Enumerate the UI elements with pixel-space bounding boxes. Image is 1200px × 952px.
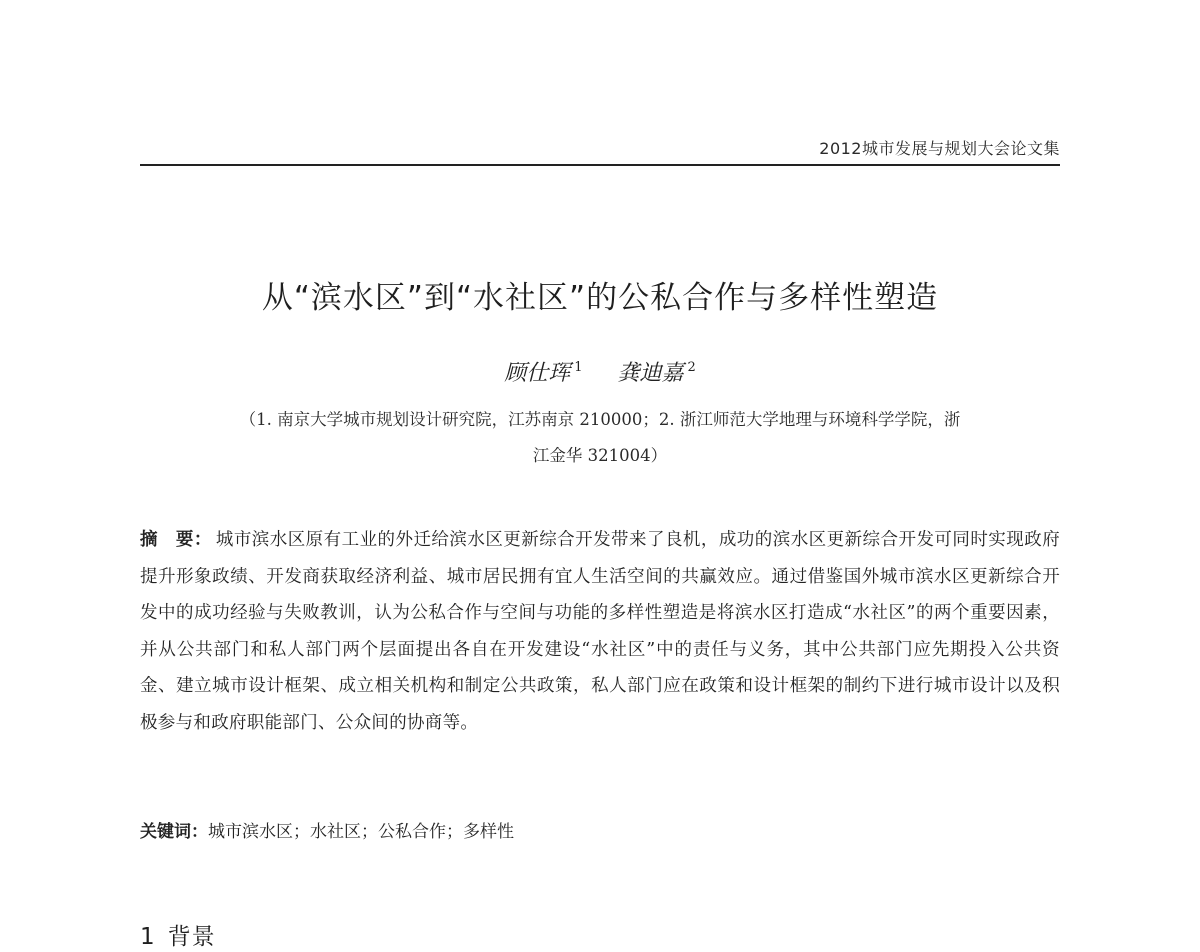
abstract [140,522,1060,741]
section-title: 背景 [167,924,216,950]
abstract-label: 摘 要： [140,530,212,550]
author-affiliation-mark: 1 [574,360,583,375]
author-name: 龚迪嘉 [617,361,684,386]
author-2 [618,361,696,386]
affiliations [140,402,1060,474]
author-1 [504,361,582,386]
section-number: 1 [140,924,156,950]
affiliation-line: （1. 南京大学城市规划设计研究院，江苏南京 210000；2. 浙江师范大学地理与环境科学学院，浙 [239,410,961,429]
author-name: 顾仕珲 [504,361,571,386]
keywords-label: 关键词： [140,822,208,842]
header-rule [140,164,1060,166]
section-heading [140,918,216,951]
author-list [140,356,1060,387]
running-header: 2012城市发展与规划大会论文集 [819,139,1060,158]
abstract-text: 城市滨水区原有工业的外迁给滨水区更新综合开发带来了良机，成功的滨水区更新综合开发可同时实现政府提升形象政绩、开发商获取经济利益、城市居民拥有宜人生活空间的共赢效应。通过借鉴国外城市滨水区更新综合开发中的成功经验与失败教训，认为公私合作与空间与功能的多样性塑造是将滨水区打造成“水社区”的两个重要因素，并从公共部门和私人部门两个层面提出各自在开发建设“水社区”中的责任与义务，其中公共部门应先期投入公共资金、建立城市设计框架、成立相关机构和制定公共政策，私人部门应在政策和设计框架的制约下进行城市设计以及积极参与和政府职能部门、公众间的协商等。 [140,530,1060,733]
paper-title: 从“滨水区”到“水社区”的公私合作与多样性塑造 [261,280,939,316]
affiliation-line: 江金华 321004） [532,446,668,465]
author-affiliation-mark: 2 [687,360,696,375]
keywords-text: 城市滨水区；水社区；公私合作；多样性 [208,822,514,842]
keywords [140,816,1060,848]
